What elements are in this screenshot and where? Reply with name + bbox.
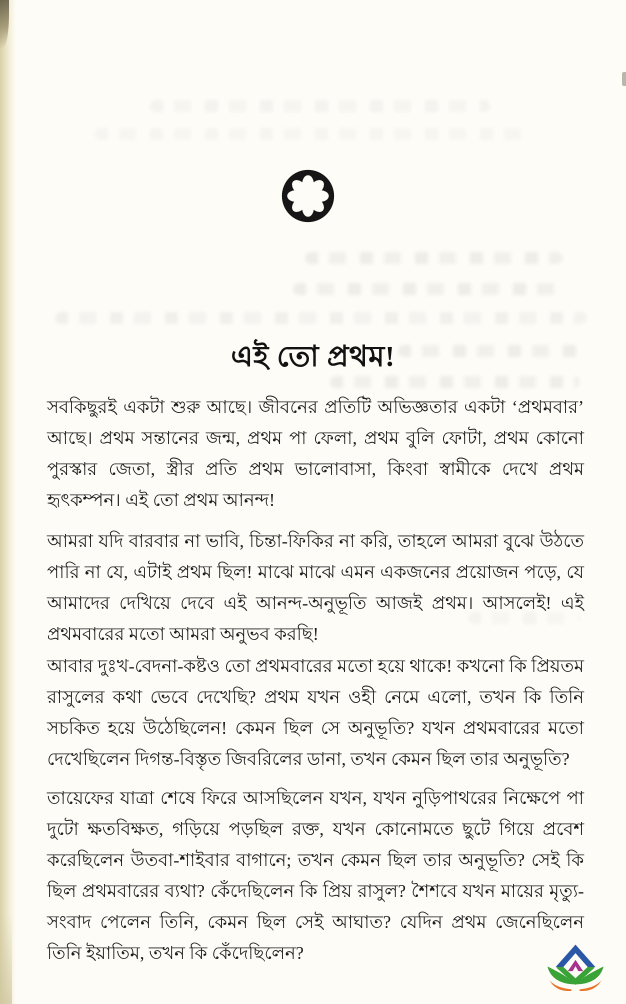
paragraph-3: আবার দুঃখ-বেদনা-কষ্টও তো প্রথমবারের মতো হয়ে থাকে! কখনো কি প্রিয়তম রাসুলের কথা ভেবে দেখেছি? প্রথম যখন ওহী নেমে এলো, তখন কি তিনি সচকিত হয়ে উঠেছিলেন! কেমন ছিল সে অনুভূতি? যখন প্রথমবারের মতো দেখেছিলেন দিগন্ত-বিস্তৃত জিবরিলের ডানা, তখন কেমন ছিল তার অনুভূতি? <box>47 656 584 769</box>
paragraph-4: তায়েফের যাত্রা শেষে ফিরে আসছিলেন যখন, যখন নুড়িপাথরের নিক্ষেপে পা দুটো ক্ষতবিক্ষত, গড়িয়ে পড়ছিল রক্ত, যখন কোনোমতে ছুটে গিয়ে প্রবেশ করেছিলেন উতবা-শাইবার বাগানে; তখন কেমন ছিল তার অনুভূতি? সেই কি ছিল প্রথমবারের ব্যথা? কেঁদেছিলেন কি প্রিয় রাসুল? শৈশবে যখন মায়ের মৃত্যু-সংবাদ পেলেন তিনি, কেমন ছিল সেই আঘাত? যেদিন প্রথম জেনেছিলেন তিনি ইয়াতিম, তখন কি কেঁদেছিলেন? <box>47 788 584 963</box>
page-binding-edge <box>0 0 16 1004</box>
bleed-through-text <box>150 100 490 112</box>
right-edge-mark <box>622 72 626 86</box>
paragraph-1: সবকিছুরই একটা শুরু আছে। জীবনের প্রতিটি অভিজ্ঞতার একটা ‘প্রথমবার’ আছে। প্রথম সন্তানের জন্ম, প্রথম পা ফেলা, প্রথম বুলি ফোটা, প্রথম কোনো পুরস্কার জেতা, স্ত্রীর প্রতি প্রথম ভালোবাসা, কিংবা স্বামীকে দেখে প্রথম হৃৎকম্পন। এই তো প্রথম আনন্দ! <box>47 397 584 510</box>
paragraph-2: আমরা যদি বারবার না ভাবি, চিন্তা-ফিকির না করি, তাহলে আমরা বুঝে উঠতে পারি না যে, এটাই প্রথম ছিল! মাঝে মাঝে এমন একজনের প্রয়োজন পড়ে, যে আমাদের দেখিয়ে দেবে এই আনন্দ-অনুভূতি আজই প্রথম। আসলেই! এই প্রথমবারের মতো আমরা অনুভব করছি! <box>47 531 584 644</box>
chapter-title: এই তো প্রথম! <box>230 341 396 373</box>
bleed-through-text <box>293 283 561 295</box>
bleed-through-text <box>305 252 563 264</box>
publisher-logo-icon <box>547 937 604 994</box>
bleed-through-text <box>95 128 525 140</box>
flower-rosette-icon <box>279 167 337 225</box>
bottom-left-edge-shade <box>0 914 12 1004</box>
bleed-through-text <box>55 312 587 324</box>
